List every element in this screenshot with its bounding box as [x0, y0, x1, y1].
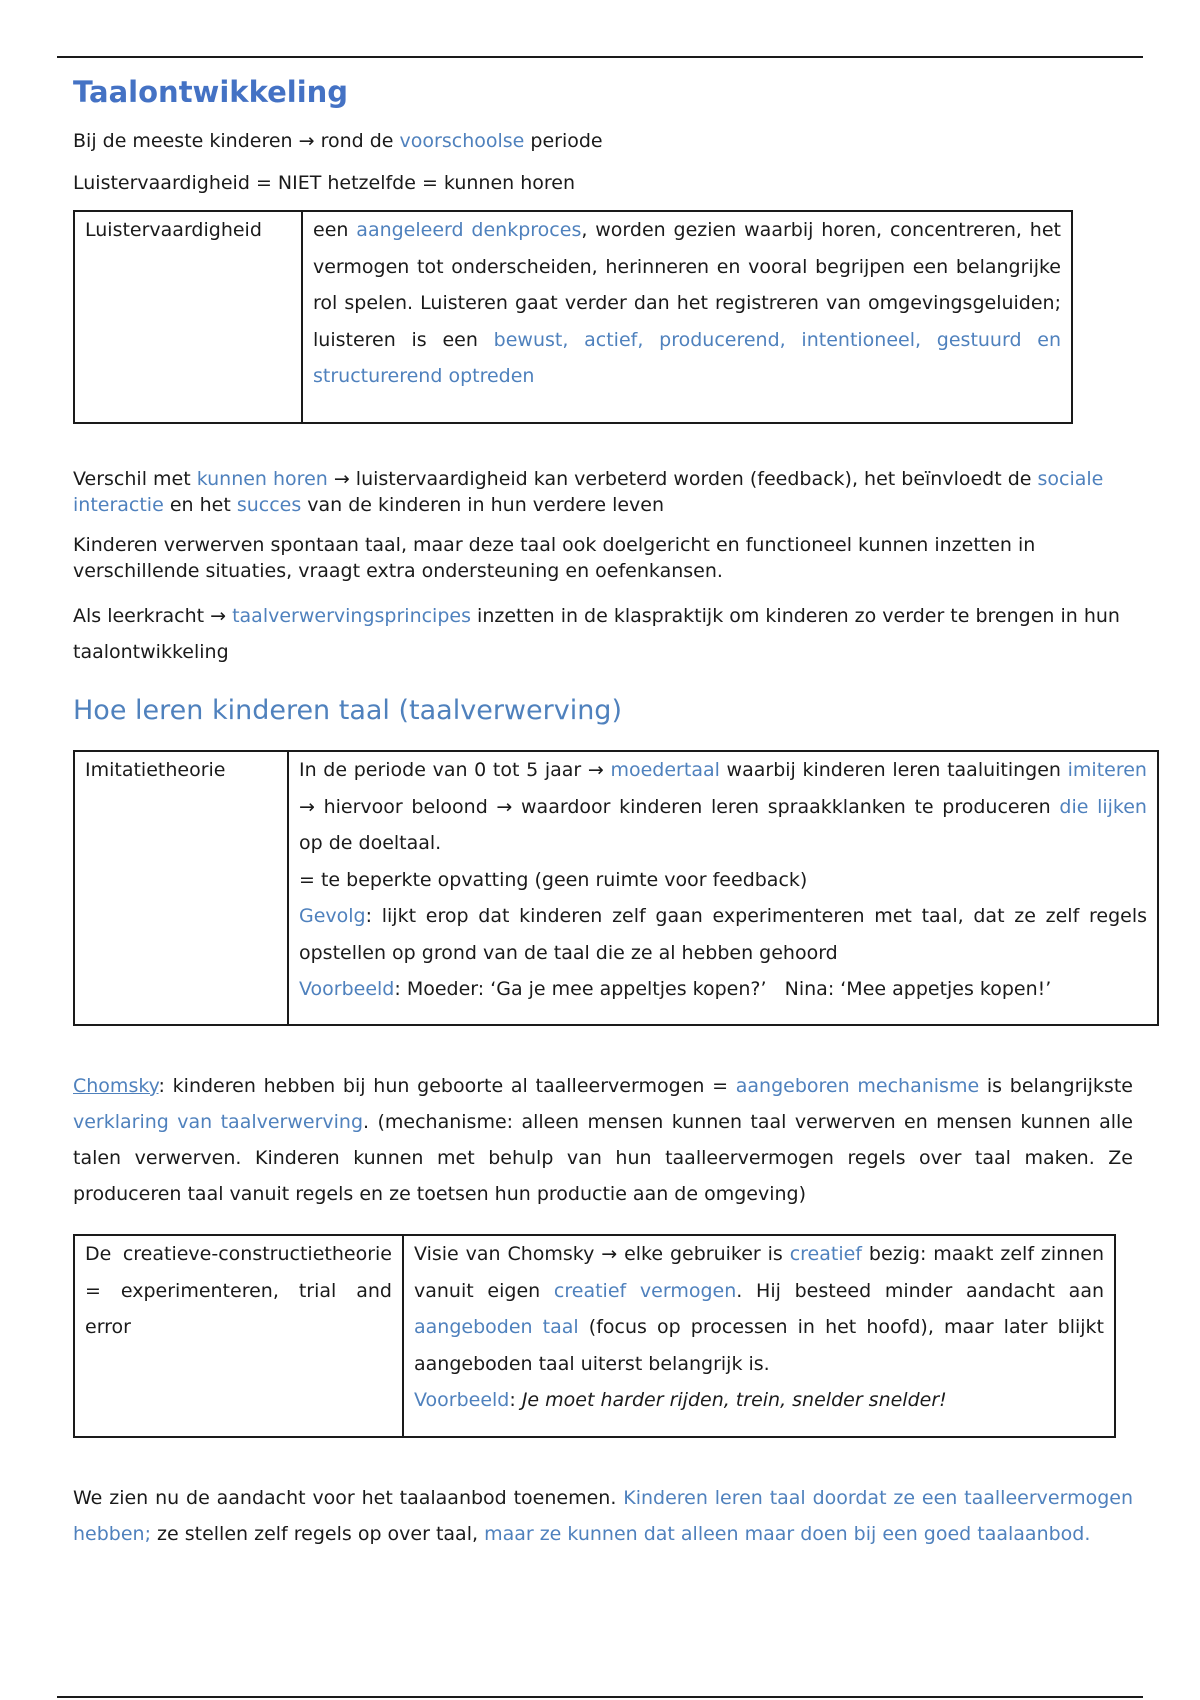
table-term: De creatieve-constructietheorie = experimenteren, trial and error	[74, 1235, 403, 1437]
top-rule	[57, 56, 1143, 58]
paragraph-chomsky: Chomsky: kinderen hebben bij hun geboorte al taalleervermogen = aangeboren mechanisme is belangrijkste verklaring van taalverwerving. (mechanisme: alleen mensen kunnen taal verwerven en mensen kunnen alle talen verwerven. Kinderen kunnen met behulp van hun taalleervermogen regels over taal maken. Ze produceren taal vanuit regels en ze toetsen hun productie aan de omgeving)	[73, 1075, 1133, 1205]
paragraph-verschil: Verschil met kunnen horen → luistervaardigheid kan verbeterd worden (feedback), het beïnvloedt de sociale interactie en het succes van de kinderen in hun verdere leven	[73, 468, 1104, 516]
theory-table-imitatie	[73, 750, 1159, 1026]
highlight-voorschoolse: voorschoolse	[399, 130, 525, 152]
definition-table-luistervaardigheid	[73, 210, 1073, 424]
intro-line-1: Bij de meeste kinderen → rond de voorschoolse periode	[73, 130, 603, 152]
table-term: Imitatietheorie	[74, 751, 288, 1025]
page-title: Taalontwikkeling	[73, 75, 349, 109]
paragraph-leerkracht: Als leerkracht → taalverwervingsprincipes inzetten in de klaspraktijk om kinderen zo verder te brengen in hun taalontwikkeling	[73, 605, 1120, 663]
theory-table-creatieve-constructie	[73, 1234, 1116, 1438]
paragraph-kinderen: Kinderen verwerven spontaan taal, maar deze taal ook doelgericht en functioneel kunnen inzetten in verschillende situaties, vraagt extra ondersteuning en oefenkansen.	[73, 534, 1036, 582]
table-definition: Visie van Chomsky → elke gebruiker is creatief bezig: maakt zelf zinnen vanuit eigen creatief vermogen. Hij besteed minder aandacht aan aangeboden taal (focus op processen in het hoofd), maar later blijkt aangeboden taal uiterst belangrijk is. Voorbeeld: Je moet harder rijden, trein, snelder snelder!	[403, 1235, 1115, 1437]
intro-line-2: Luistervaardigheid = NIET hetzelfde = kunnen horen	[73, 172, 576, 194]
table-definition: In de periode van 0 tot 5 jaar → moedertaal waarbij kinderen leren taaluitingen imiteren → hiervoor beloond → waardoor kinderen leren spraakklanken te produceren die lijken op de doeltaal. = te beperkte opvatting (geen ruimte voor feedback) Gevolg: lijkt erop dat kinderen zelf gaan experimenteren met taal, dat ze zelf regels opstellen op grond van de taal die ze al hebben gehoord Voorbeeld: Moeder: ‘Ga je mee appeltjes kopen?’ Nina: ‘Mee appetjes kopen!’	[288, 751, 1158, 1025]
table-definition: een aangeleerd denkproces, worden gezien waarbij horen, concentreren, het vermogen tot onderscheiden, herinneren en vooral begrijpen een belangrijke rol spelen. Luisteren gaat verder dan het registreren van omgevingsgeluiden; luisteren is een bewust, actief, producerend, intentioneel, gestuurd en structurerend optreden	[302, 211, 1072, 423]
bottom-rule	[57, 1696, 1143, 1698]
table-term: Luistervaardigheid	[74, 211, 302, 423]
paragraph-taalaanbod: We zien nu de aandacht voor het taalaanbod toenemen. Kinderen leren taal doordat ze een taalleervermogen hebben; ze stellen zelf regels op over taal, maar ze kunnen dat alleen maar doen bij een goed taalaanbod.	[73, 1487, 1133, 1545]
section-heading-taalverwerving: Hoe leren kinderen taal (taalverwerving)	[73, 695, 622, 726]
document-body	[73, 72, 1147, 1552]
chomsky-link[interactable]: Chomsky	[73, 1075, 159, 1097]
